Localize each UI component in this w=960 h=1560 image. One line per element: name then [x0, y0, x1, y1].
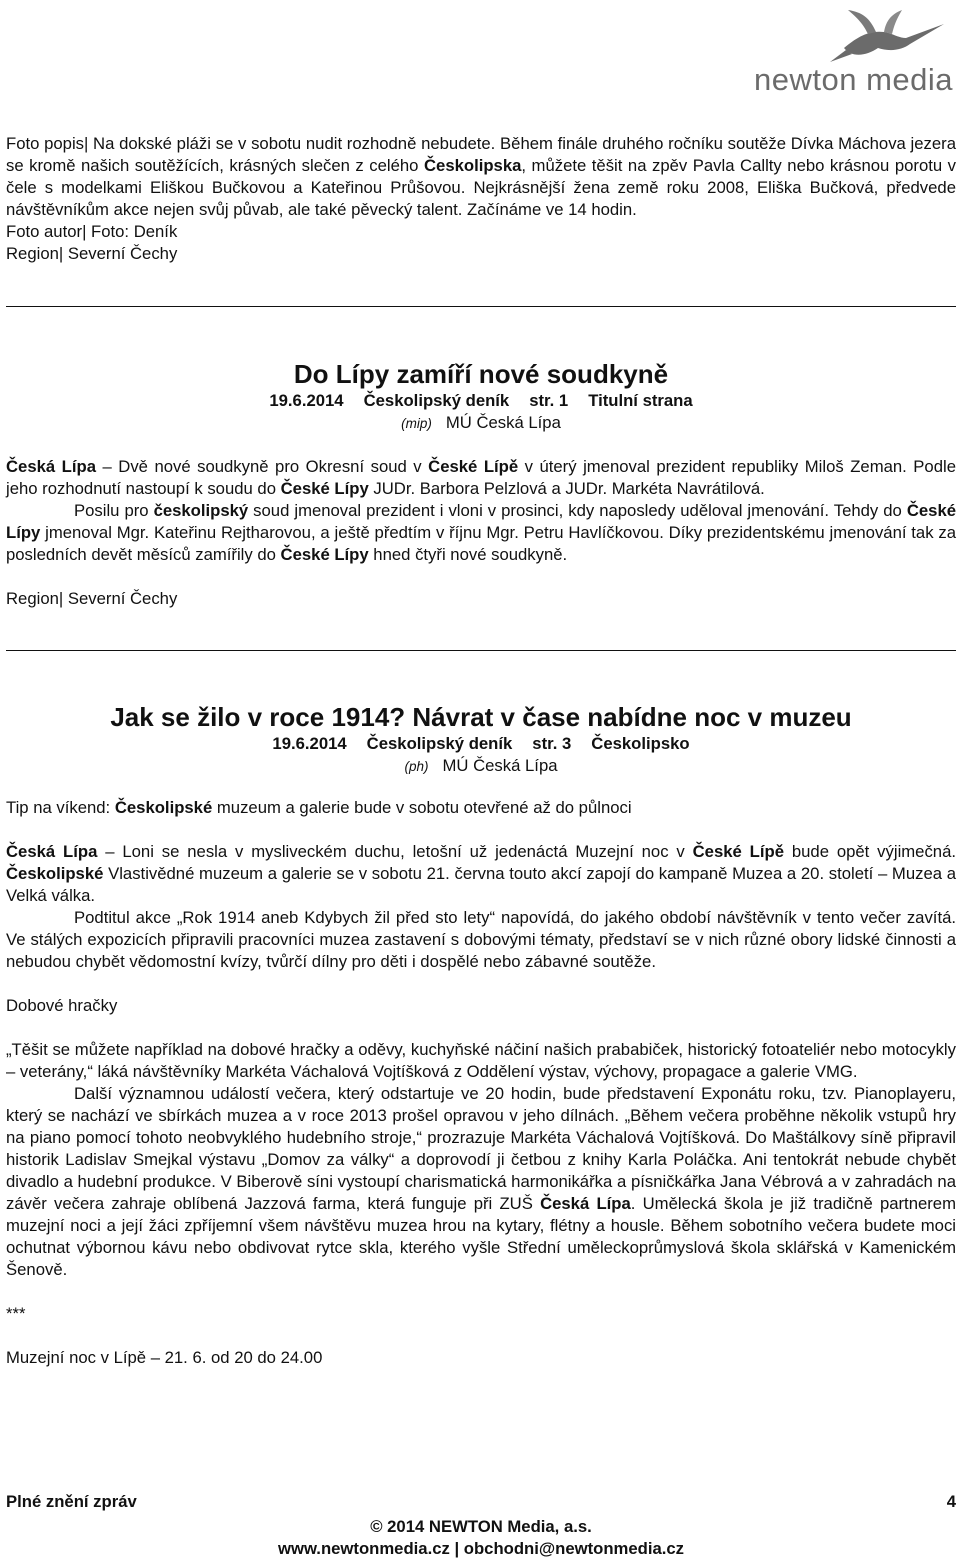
article-meta: 19.6.2014 Českolipský deník str. 1 Titulní strana — [269, 391, 693, 410]
article-1-body — [6, 456, 956, 610]
article-1 — [6, 358, 956, 435]
article-paragraph: Česká Lípa – Dvě nové soudkyně pro Okresní soud v České Lípě v úterý jmenoval prezident republiky Miloš Zeman. Podle jeho rozhodnutí nastoupí k soudu do České Lípy JUDr. Barbora Pelzlová a JUDr. Markéta Navrátilová. — [6, 457, 956, 498]
hummingbird-logo-icon — [826, 8, 946, 64]
article-title[interactable]: Do Lípy zamíří nové soudkyně — [293, 359, 669, 389]
article-paragraph: Podtitul akce „Rok 1914 aneb Kdybych žil před sto lety“ napovídá, do jakého období návštěvník v tento večer zavítá. Ve stálých expozicích připravili pracovníci muzea zastavení s dobovými tématy, představí se v nich různé obory lidské činnosti a nebudou chybět vědomostní kvízy, tvůrčí dílny pro děti i dospělé nebo zábavné soutěže. — [6, 908, 956, 971]
intro-block — [6, 133, 956, 265]
footer-label: Plné znění zpráv — [6, 1492, 137, 1511]
event-info: Muzejní noc v Lípě – 21. 6. od 20 do 24.00 — [6, 1348, 323, 1367]
article-2-body — [6, 797, 956, 1369]
article-2 — [6, 701, 956, 778]
article-paragraph: Další významnou událostí večera, který odstartuje ve 20 hodin, bude představení Exponátu roku, tzv. Pianoplayeru, který se nachází ve sbírkách muzea a v roce 2013 prošel opravou v jeho dílnách. „Během večera proběhne několik vstupů hry na piano pomocí tohoto neobvyklého hudebního stroje,“ prozrazuje Markéta Váchalová Vojtíšková. Do Maštálkovy síně připravil historik Ladislav Smejkal výstavu „Domov za války“ a doprovodí ji četbou z knihy Karla Poláčka. Ani tentokrát nebude chybět divadlo a hudební produkce. V Biberově síni vystoupí charismatická harmonikářka a písničkářka Jana Vébrová a v zahradách na závěr večera zahraje oblíbená Jazzová farma, která funguje při ZUŠ Česká Lípa. Umělecká škola je již tradičně partnerem muzejní noci a její žáci zpříjemní všem návštěvu muzea hrou na kytary, flétny a housle. Během sobotního večera budete moci ochutnat výbornou kávu nebo obdivovat rytce skla, kterého vyšle Střední uměleckoprůmyslová škola sklářská v Kamenickém Šenově. — [6, 1084, 956, 1279]
article-lead: Tip na víkend: Českolipské muzeum a galerie bude v sobotu otevřené až do půlnoci — [6, 798, 632, 817]
copyright-text: © 2014 NEWTON Media, a.s. — [370, 1517, 592, 1536]
region-label: Region| Severní Čechy — [6, 244, 178, 263]
article-paragraph: „Těšit se můžete například na dobové hračky a oděvy, kuchyňské náčiní našich prababiček, historický fotoateliér nebo motocykly – veterány,“ láká návštěvníky Markéta Váchalová Vojtíšková z Oddělení výstav, výchovy, propagace a galerie VMG. — [6, 1040, 956, 1081]
article-author: (mip) MÚ Česká Lípa — [401, 413, 561, 432]
article-paragraph: Posilu pro českolipský soud jmenoval prezident i vloni v prosinci, kdy naposledy uděloval jmenování. Tehdy do České Lípy jmenoval Mgr. Kateřinu Rejtharovou, a ještě předtím v říjnu Mgr. Petru Havlíčkovou. Díky prezidentskému jmenování tak za posledních devět měsíců zamířily do České Lípy hned čtyři nové soudkyně. — [6, 501, 957, 564]
article-author: (ph) MÚ Česká Lípa — [404, 756, 558, 775]
article-subhead: Dobové hračky — [6, 996, 118, 1015]
intro-paragraph: Foto popis| Na dokské pláži se v sobotu nudit rozhodně nebudete. Během finále druhého ročníku soutěže Dívka Máchova jezera se kromě našich soutěžících, krásných slečen z celého Českolipska, můžete těšit na zpěv Pavla Callty nebo krásnou porotu v čele s modelkami Eliškou Bučkovou a Kateřinou Průšovou. Nejkrásnější žena země roku 2008, Eliška Bučková, předvede návštěvníkům akce nejen svůj půvab, ale také pěvecký talent. Začínáme ve 14 hodin. — [6, 134, 957, 219]
page-number: 4 — [946, 1492, 956, 1511]
section-separator: *** — [6, 1304, 26, 1323]
region-label: Region| Severní Čechy — [6, 589, 178, 608]
divider — [6, 306, 956, 307]
logo-text: newton media — [754, 62, 954, 97]
contact-links[interactable]: www.newtonmedia.cz | obchodni@newtonmedia.cz — [277, 1539, 685, 1558]
divider — [6, 650, 956, 651]
article-paragraph: Česká Lípa – Loni se nesla v mysliveckém duchu, letošní už jedenáctá Muzejní noc v České Lípě bude opět výjimečná. Českolipské Vlastivědné muzeum a galerie se v sobotu 21. června touto akcí zapojí do kampaně Muzea a 20. století – Muzea a Velká válka. — [6, 842, 957, 905]
foto-autor: Foto autor| Foto: Deník — [6, 222, 178, 241]
newton-media-logo — [746, 8, 956, 96]
footer-copyright — [6, 1516, 956, 1560]
article-title[interactable]: Jak se žilo v roce 1914? Návrat v čase nabídne noc v muzeu — [110, 702, 852, 732]
article-meta: 19.6.2014 Českolipský deník str. 3 Českolipsko — [272, 734, 690, 753]
